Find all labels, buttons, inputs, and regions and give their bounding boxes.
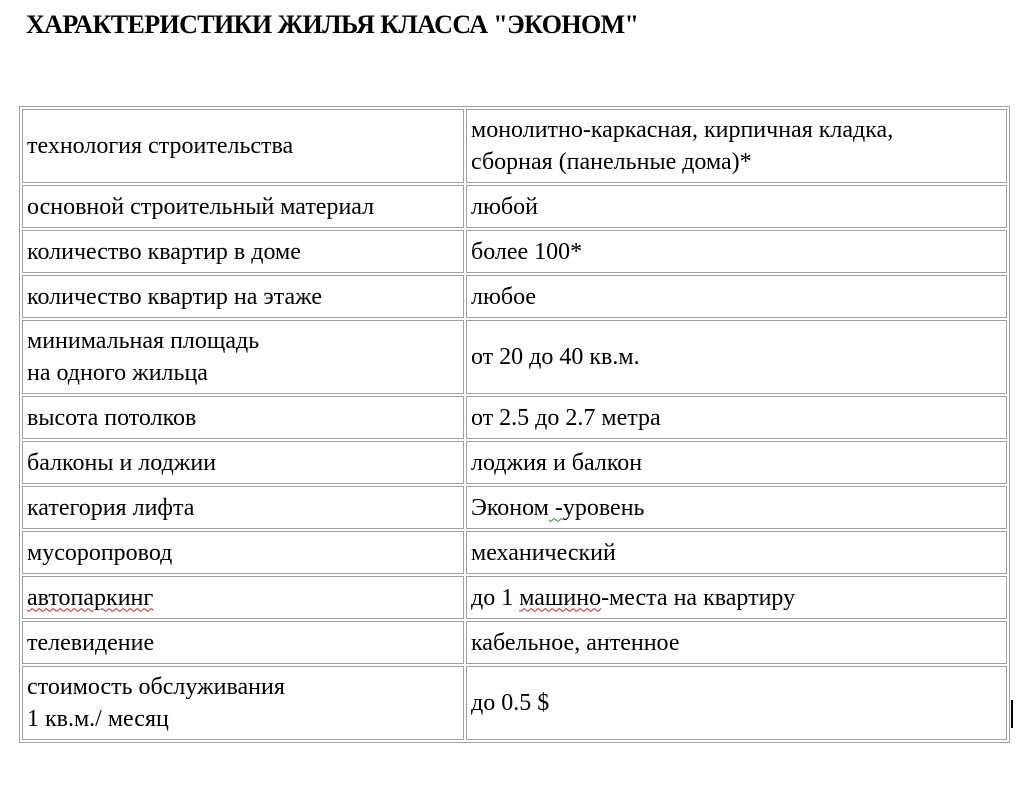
property-cell: мусоропровод	[22, 531, 464, 574]
table-row	[22, 109, 1007, 183]
table-row	[22, 621, 1007, 664]
table-row	[22, 230, 1007, 273]
value-cell: любое	[466, 275, 1007, 318]
property-cell: категория лифта	[22, 486, 464, 529]
value-cell	[466, 486, 1007, 529]
property-cell: основной строительный материал	[22, 185, 464, 228]
value-cell: более 100*	[466, 230, 1007, 273]
table-row	[22, 441, 1007, 484]
value-cell: механический	[466, 531, 1007, 574]
value-cell: любой	[466, 185, 1007, 228]
value-cell: лоджия и балкон	[466, 441, 1007, 484]
value-text: -места на квартиру	[601, 584, 796, 611]
property-cell: технология строительства	[22, 109, 464, 183]
spell-flagged-text: автопаркинг	[27, 584, 154, 611]
value-text: уровень	[562, 494, 645, 521]
property-cell: количество квартир на этаже	[22, 275, 464, 318]
value-cell: до 0.5 $	[466, 666, 1007, 740]
document-title: ХАРАКТЕРИСТИКИ ЖИЛЬЯ КЛАССА "ЭКОНОМ"	[26, 10, 639, 39]
value-cell: монолитно-каркасная, кирпичная кладка, сборная (панельные дома)*	[466, 109, 1007, 183]
property-cell: количество квартир в доме	[22, 230, 464, 273]
value-text: Эконом	[471, 494, 549, 521]
grammar-flagged-text: -	[548, 494, 563, 521]
table-row	[22, 576, 1007, 619]
value-cell: кабельное, антенное	[466, 621, 1007, 664]
housing-characteristics-table	[19, 106, 1010, 743]
property-cell: балконы и лоджии	[22, 441, 464, 484]
table-row	[22, 320, 1007, 394]
property-cell: телевидение	[22, 621, 464, 664]
property-cell: минимальная площадь на одного жильца	[22, 320, 464, 394]
table-row	[22, 275, 1007, 318]
value-cell: от 2.5 до 2.7 метра	[466, 396, 1007, 439]
property-cell: высота потолков	[22, 396, 464, 439]
table-row	[22, 486, 1007, 529]
value-cell	[466, 576, 1007, 619]
text-cursor	[1011, 700, 1013, 728]
property-cell	[22, 576, 464, 619]
table-row	[22, 185, 1007, 228]
table-row	[22, 531, 1007, 574]
value-cell: от 20 до 40 кв.м.	[466, 320, 1007, 394]
property-cell: стоимость обслуживания 1 кв.м./ месяц	[22, 666, 464, 740]
value-text: до 1	[471, 584, 520, 611]
table-row	[22, 396, 1007, 439]
table-row	[22, 666, 1007, 740]
spell-flagged-text: машино	[519, 584, 602, 611]
